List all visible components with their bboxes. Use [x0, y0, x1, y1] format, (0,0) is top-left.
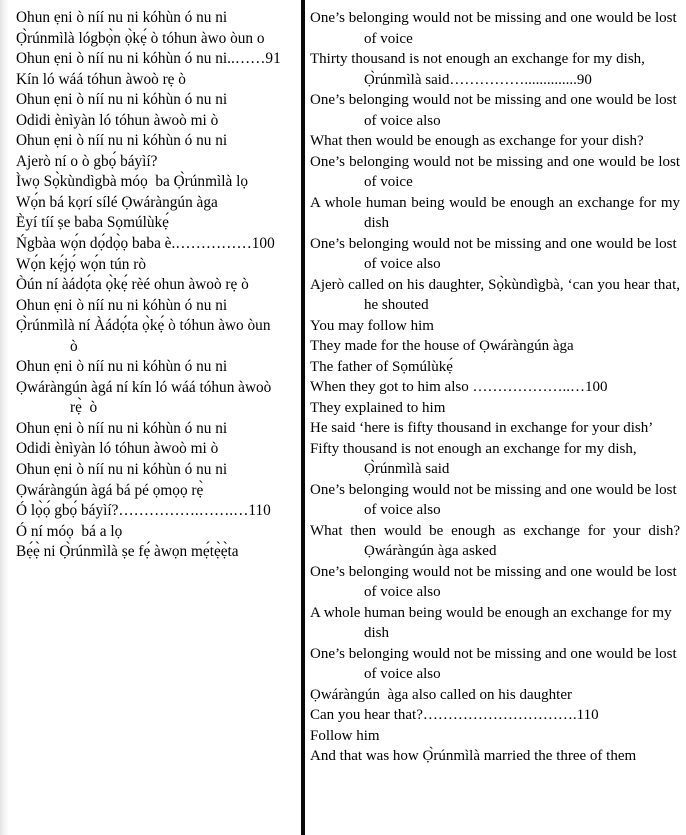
yoruba-verse-line: Ọwáràngún àgá ní kín ló wáá tóhun àwoò — [16, 378, 272, 396]
english-translation-line: One’s belonging would not be missing and one would be lost of voice also — [310, 481, 681, 518]
english-translation-line: They explained to him — [310, 399, 446, 416]
english-translation-line: One’s belonging would not be missing and one would be lost of voice — [310, 10, 681, 47]
yoruba-verse-line: ò — [70, 337, 78, 355]
english-translation-line: You may follow him — [310, 317, 434, 334]
yoruba-verse-line: Kín ló wáá tóhun àwoò rẹ ò — [16, 70, 186, 88]
yoruba-verse-line: Ohun ẹni ò níí nu ni kóhùn ó nu ni — [16, 9, 228, 26]
yoruba-verse-line: Ọ̀rúnmìlà lógbọ̀n ọ̀kẹ́ ò tóhun àwo òun o — [16, 29, 265, 47]
yoruba-verse-line: Ajerò ní o ò gbọ́ báyìí? — [16, 152, 158, 170]
english-translation-line: One’s belonging would not be missing and one would be lost of voice also — [310, 235, 681, 272]
column-divider-rule — [301, 0, 305, 835]
yoruba-verse-line: Bẹ́ẹ̀ ni Ọ̀rúnmìlà ṣe fẹ́ àwọn mẹ́tẹ̀ẹ̀ta — [16, 543, 239, 561]
english-translation-line: When they got to him also ………………..…100 — [310, 379, 608, 395]
yoruba-verse-line: Èyí tíí ṣe baba Sọmúlùkẹ́ — [16, 214, 169, 232]
yoruba-verse-line: Wọ́n kẹ́jọ́ wọ́n tún rò — [16, 255, 147, 273]
yoruba-verse-line: Ohun ẹni ò níí nu ni kóhùn ó nu ni — [16, 461, 228, 479]
english-translation-line: One’s belonging would not be missing and one would be lost of voice also — [310, 92, 681, 129]
yoruba-verse-line: rẹ̀ ò — [70, 399, 98, 417]
english-translation-line: Ọwáràngún àga also called on his daughter — [310, 686, 572, 703]
yoruba-verse-line: Odidi ènìyàn ló tóhun àwoò mi ò — [16, 111, 219, 129]
yoruba-verse-line: Ohun ẹni ò níí nu ni kóhùn ó nu ni — [16, 132, 228, 150]
english-translation-line: He said ‘here is fifty thousand in exchange for your dish’ — [310, 420, 654, 436]
yoruba-verse-line: Ìwọ Sọ̀kùndìgbà móọ ba Ọ̀rúnmìlà lọ — [16, 173, 248, 191]
yoruba-verse-column — [16, 8, 294, 563]
english-translation-line: The father of Sọmúlùkẹ́ — [310, 358, 453, 375]
english-translation-line: Fifty thousand is not enough an exchange for my dish, Ọ̀rúnmìlà said — [310, 440, 641, 477]
yoruba-verse-line: Ọwáràngún àgá bá pé ọmọọ rẹ̀ — [16, 481, 204, 499]
yoruba-verse-line: Wọ́n bá kọrí sílé Ọwáràngún àga — [16, 193, 218, 211]
yoruba-verse-line: Ohun ẹni ò níí nu ni kóhùn ó nu ni..……91 — [16, 50, 281, 68]
english-translation-line: Ajerò called on his daughter, Sọ̀kùndìgbà, ‘can you hear that, he shouted — [310, 276, 684, 313]
yoruba-verse-line: Òún ní àádọ́ta ọ̀kẹ́ rèé ohun àwoò rẹ ò — [16, 276, 249, 294]
english-translation-line: What then would be enough as exchange for your dish? Ọwáràngún àga asked — [310, 522, 684, 559]
english-translation-line: What then would be enough as exchange for your dish? — [310, 133, 644, 149]
yoruba-verse-line: Odidi ènìyàn ló tóhun àwoò mi ò — [16, 440, 219, 458]
english-translation-line: A whole human being would be enough an exchange for my dish — [310, 194, 684, 231]
english-translation-line: Thirty thousand is not enough an exchange for my dish, Ọ̀rúnmìlà said……………..............90 — [310, 51, 649, 88]
yoruba-verse-line: Ohun ẹni ò níí nu ni kóhùn ó nu ni — [16, 91, 228, 109]
english-translation-column — [310, 8, 684, 767]
english-translation-line: Follow him — [310, 727, 380, 744]
yoruba-verse-line: Ó lọ̀ọ́ gbọ́ báyìí?…………….…….…110 — [16, 502, 271, 520]
english-translation-line: And that was how Ọ̀rúnmìlà married the three of them — [310, 748, 637, 764]
yoruba-verse-line: Ńgbàa wọ́n dọ́dọ̀ọ baba è.……………100 — [16, 235, 275, 253]
yoruba-verse-line: Ohun ẹni ò níí nu ni kóhùn ó nu ni — [16, 296, 228, 314]
yoruba-verse-line: Ó ní móọ bá a lọ — [16, 522, 123, 540]
english-translation-line: A whole human being would be enough an exchange for my dish — [310, 604, 676, 641]
english-translation-line: One’s belonging would not be missing and one would be lost of voice also — [310, 645, 681, 682]
yoruba-verse-line: Ohun ẹni ò níí nu ni kóhùn ó nu ni — [16, 419, 228, 437]
yoruba-verse-line: Ọ̀rúnmìlà ní Àádọ́ta ọ̀kẹ́ ò tóhun àwo òun — [16, 317, 271, 335]
yoruba-verse-line: Ohun ẹni ò níí nu ni kóhùn ó nu ni — [16, 358, 228, 376]
english-translation-line: They made for the house of Ọwáràngún àga — [310, 338, 574, 354]
english-translation-line: One’s belonging would not be missing and one would be lost of voice — [310, 153, 684, 190]
english-translation-line: Can you hear that?………………………….110 — [310, 707, 599, 723]
english-translation-line: One’s belonging would not be missing and one would be lost of voice also — [310, 563, 681, 600]
